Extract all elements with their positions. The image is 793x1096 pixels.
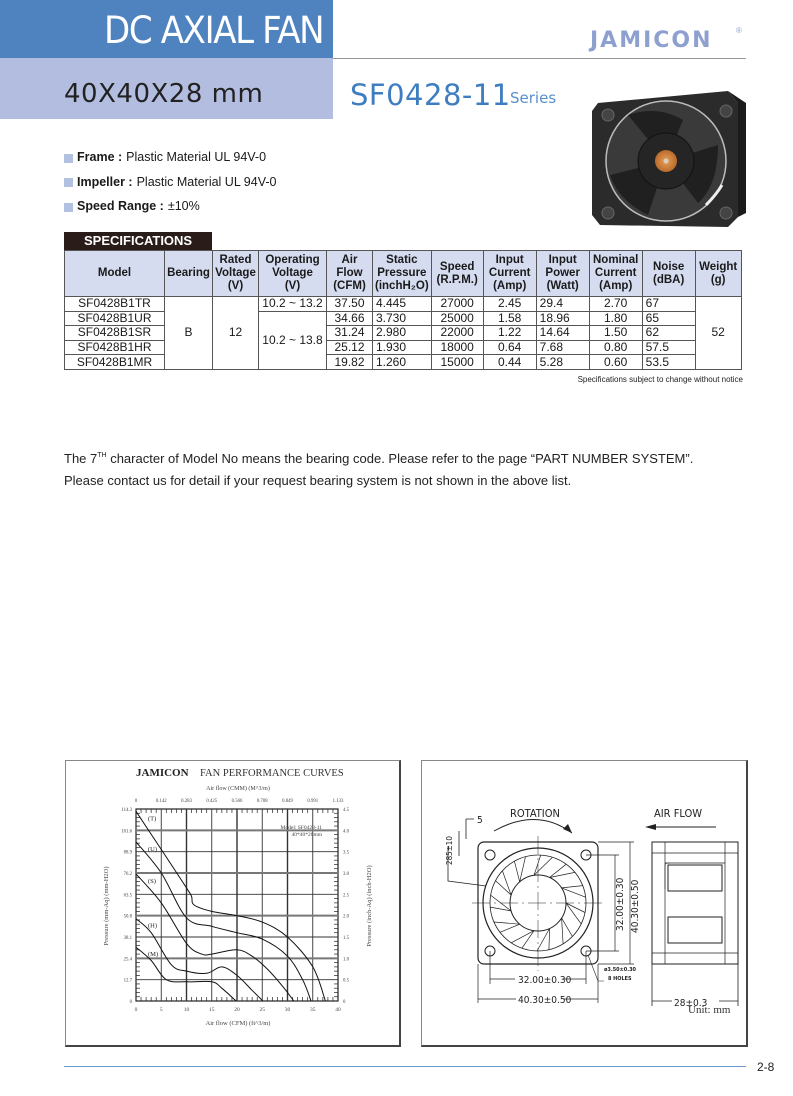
- feature-label: Frame :: [77, 150, 123, 165]
- cell-input-power: 14.64: [536, 326, 589, 341]
- svg-text:0.849: 0.849: [282, 799, 293, 804]
- svg-text:35: 35: [310, 1007, 316, 1013]
- col-header-nominal-current: Nominal Current (Amp): [589, 251, 642, 297]
- cell-operating-voltage: 10.2 ~ 13.2: [259, 297, 327, 312]
- cell-air-flow: 31.24: [327, 326, 373, 341]
- cell-model: SF0428B1UR: [65, 311, 165, 326]
- registered-mark: ®: [736, 26, 742, 35]
- feature-list: [64, 145, 276, 219]
- svg-text:1.5: 1.5: [343, 936, 349, 941]
- svg-text:0: 0: [134, 799, 138, 804]
- svg-text:12.7: 12.7: [123, 978, 132, 984]
- specifications-table: [64, 250, 742, 370]
- series-code: SF0428-11: [350, 78, 511, 112]
- svg-text:88.9: 88.9: [123, 850, 132, 856]
- curve-U: [136, 842, 311, 1001]
- hole-pitch-horizontal: 32.00±0.30: [518, 975, 572, 986]
- square-bullet-icon: [64, 154, 73, 163]
- svg-text:25: 25: [259, 1007, 265, 1013]
- cell-air-flow: 37.50: [327, 297, 373, 312]
- specifications-heading: SPECIFICATIONS: [64, 232, 212, 250]
- svg-text:50.8: 50.8: [123, 914, 132, 920]
- svg-text:2.0: 2.0: [343, 914, 349, 920]
- svg-text:0.142: 0.142: [155, 799, 167, 804]
- col-header-operating-voltage: Operating Voltage (V): [259, 251, 327, 297]
- dimension-drawing-panel: [421, 760, 748, 1047]
- col-header-air-flow: Air Flow (CFM): [327, 251, 373, 297]
- page-number: 2-8: [757, 1060, 775, 1074]
- cell-air-flow: 19.82: [327, 355, 373, 370]
- performance-chart: [66, 761, 402, 1048]
- hole-size-label: ø3.50±0.30: [604, 967, 636, 973]
- spec-notice: Specifications subject to change without notice: [577, 375, 743, 384]
- airflow-label: AIR FLOW: [654, 807, 703, 820]
- curve-S: [136, 874, 294, 1001]
- cell-input-power: 18.96: [536, 311, 589, 326]
- cell-input-power: 5.28: [536, 355, 589, 370]
- col-header-input-current: Input Current (Amp): [483, 251, 536, 297]
- svg-text:0: 0: [129, 1000, 132, 1005]
- square-bullet-icon: [64, 178, 73, 187]
- col-header-noise: Noise (dBA): [642, 251, 695, 297]
- product-category-title: DC AXIAL FAN: [103, 9, 323, 52]
- rotation-label: ROTATION: [510, 807, 560, 820]
- performance-curves-panel: [65, 760, 401, 1047]
- hole-pitch-vertical: 32.00±0.30: [615, 877, 626, 931]
- svg-text:0.708: 0.708: [256, 799, 268, 804]
- svg-text:63.5: 63.5: [123, 893, 132, 899]
- feature-speed-range: [64, 194, 276, 219]
- svg-text:10: 10: [183, 1007, 190, 1013]
- svg-text:25.4: 25.4: [123, 957, 132, 963]
- hole-count-label: 8 HOLES: [608, 976, 632, 982]
- svg-text:0.283: 0.283: [181, 799, 192, 804]
- note-line-1: The 7TH character of Model No means the bearing code. Please refer to the page “PART NUMBER SYSTEM”.: [64, 451, 694, 466]
- svg-text:(H): (H): [148, 922, 158, 930]
- lead-offset-label: 5: [477, 815, 483, 826]
- svg-text:0.566: 0.566: [231, 799, 243, 804]
- svg-text:1.0: 1.0: [343, 957, 349, 963]
- rotation-arrow-icon: [563, 824, 572, 833]
- fan-product-photo: [588, 85, 746, 230]
- svg-text:0: 0: [134, 1007, 138, 1013]
- square-bullet-icon: [64, 203, 73, 212]
- cell-weight: 52: [695, 297, 741, 370]
- product-size: 40X40X28 mm: [64, 79, 264, 109]
- brand-logo: JAMICON: [590, 28, 713, 53]
- cell-speed: 27000: [431, 297, 483, 312]
- col-header-bearing: Bearing: [165, 251, 213, 297]
- bearing-code-note: [64, 445, 693, 492]
- cell-model: SF0428B1MR: [65, 355, 165, 370]
- cell-nominal-current: 2.70: [589, 297, 642, 312]
- cell-input-power: 29.4: [536, 297, 589, 312]
- feature-impeller: [64, 170, 276, 195]
- depth-label: 28±0.3: [674, 998, 708, 1009]
- svg-text:20: 20: [234, 1007, 240, 1013]
- y2-axis-label: Pressure (inch-Aq) (inch-H2O): [366, 865, 373, 947]
- col-header-speed: Speed (R.P.M.): [431, 251, 483, 297]
- svg-text:(T): (T): [148, 815, 157, 823]
- cell-model: SF0428B1TR: [65, 297, 165, 312]
- feature-frame: [64, 145, 276, 170]
- svg-text:0.425: 0.425: [206, 799, 218, 804]
- svg-text:0.5: 0.5: [343, 978, 349, 984]
- svg-text:3.0: 3.0: [343, 872, 349, 877]
- cell-bearing: B: [165, 297, 213, 370]
- feature-value: ±10%: [167, 199, 200, 214]
- series-label: Series: [510, 89, 557, 107]
- frame-vertical: 40.30±0.50: [630, 879, 641, 933]
- svg-text:1.133: 1.133: [332, 799, 344, 804]
- svg-text:5: 5: [159, 1007, 163, 1013]
- cell-noise: 53.5: [642, 355, 695, 370]
- chart-title: FAN PERFORMANCE CURVES: [200, 768, 344, 779]
- cell-air-flow: 34.66: [327, 311, 373, 326]
- cell-rated-voltage: 12: [213, 297, 259, 370]
- frame-horizontal: 40.30±0.50: [518, 995, 572, 1006]
- svg-text:15: 15: [209, 1007, 215, 1013]
- svg-text:76.2: 76.2: [123, 872, 132, 877]
- feature-label: Speed Range :: [77, 199, 164, 214]
- airflow-arrow-icon: [645, 824, 656, 830]
- svg-text:0.991: 0.991: [307, 799, 319, 804]
- feature-value: Plastic Material UL 94V-0: [136, 174, 277, 189]
- feature-label: Impeller :: [77, 174, 133, 189]
- cell-static-pressure: 1.930: [373, 340, 432, 355]
- cell-operating-voltage: 10.2 ~ 13.8: [259, 311, 327, 369]
- header-divider: [333, 58, 746, 59]
- cell-static-pressure: 1.260: [373, 355, 432, 370]
- svg-text:38.1: 38.1: [123, 936, 132, 941]
- cell-input-current: 1.58: [483, 311, 536, 326]
- cell-speed: 15000: [431, 355, 483, 370]
- cell-noise: 62: [642, 326, 695, 341]
- chart-brand: JAMICON: [136, 767, 189, 779]
- col-header-weight: Weight (g): [695, 251, 741, 297]
- chart-model-annotation: Model: SF0428-11: [280, 825, 322, 831]
- cell-speed: 18000: [431, 340, 483, 355]
- cell-input-power: 7.68: [536, 340, 589, 355]
- cell-noise: 67: [642, 297, 695, 312]
- cell-noise: 65: [642, 311, 695, 326]
- cell-noise: 57.5: [642, 340, 695, 355]
- top-axis-label: Air flow (CMM) (M^3/m): [206, 786, 270, 792]
- cell-nominal-current: 0.60: [589, 355, 642, 370]
- svg-text:30: 30: [284, 1007, 291, 1013]
- cell-nominal-current: 1.50: [589, 326, 642, 341]
- svg-text:40: 40: [335, 1007, 341, 1013]
- cell-nominal-current: 1.80: [589, 311, 642, 326]
- svg-text:2.5: 2.5: [343, 893, 349, 899]
- y-axis-label: Pressure (mm-Aq) (mm-H2O): [103, 866, 110, 946]
- svg-text:4.5: 4.5: [343, 808, 349, 813]
- col-header-static-pressure: Static Pressure (inchH₂O): [373, 251, 432, 297]
- svg-text:(U): (U): [148, 845, 158, 853]
- svg-text:3.5: 3.5: [343, 850, 349, 856]
- curve-H: [136, 919, 263, 1001]
- table-header-row: [65, 251, 742, 297]
- unit-label: Unit: mm: [688, 1004, 731, 1016]
- svg-text:114.3: 114.3: [121, 808, 132, 813]
- svg-text:0: 0: [343, 1000, 346, 1005]
- col-header-input-power: Input Power (Watt): [536, 251, 589, 297]
- cell-model: SF0428B1SR: [65, 326, 165, 341]
- chart-series: [136, 811, 325, 1001]
- svg-text:(S): (S): [148, 877, 156, 885]
- col-header-model: Model: [65, 251, 165, 297]
- svg-text:101.6: 101.6: [121, 829, 132, 835]
- size-banner: [0, 58, 333, 119]
- note-line-2: Please contact us for detail if your request bearing system is not shown in the above list.: [64, 473, 572, 488]
- curve-T: [136, 811, 325, 1001]
- cell-air-flow: 25.12: [327, 340, 373, 355]
- cell-input-current: 0.64: [483, 340, 536, 355]
- title-banner: [0, 0, 333, 58]
- svg-text:(M): (M): [148, 951, 159, 959]
- lead-length-label: 285±10: [445, 836, 454, 865]
- footer-divider: [64, 1066, 746, 1067]
- cell-static-pressure: 2.980: [373, 326, 432, 341]
- svg-text:4.0: 4.0: [343, 829, 349, 835]
- cell-input-current: 1.22: [483, 326, 536, 341]
- cell-speed: 22000: [431, 326, 483, 341]
- x-axis-label: Air flow (CFM) (ft^3/m): [205, 1020, 271, 1027]
- col-header-rated-voltage: Rated Voltage (V): [213, 251, 259, 297]
- cell-input-current: 2.45: [483, 297, 536, 312]
- cell-model: SF0428B1HR: [65, 340, 165, 355]
- dimension-drawing: [422, 761, 749, 1048]
- cell-speed: 25000: [431, 311, 483, 326]
- cell-nominal-current: 0.80: [589, 340, 642, 355]
- cell-static-pressure: 3.730: [373, 311, 432, 326]
- chart-size-annotation: 40*40*28mm: [291, 832, 322, 838]
- feature-value: Plastic Material UL 94V-0: [126, 150, 267, 165]
- cell-static-pressure: 4.445: [373, 297, 432, 312]
- table-row: [65, 297, 742, 312]
- cell-input-current: 0.44: [483, 355, 536, 370]
